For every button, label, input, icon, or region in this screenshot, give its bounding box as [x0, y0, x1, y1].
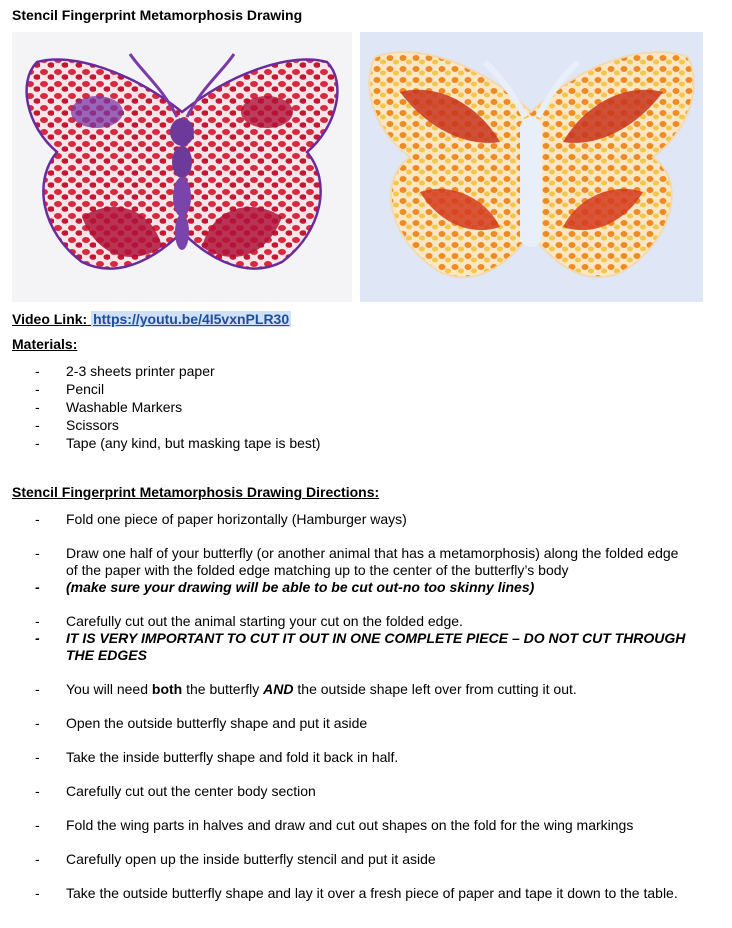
list-item: - Fold one piece of paper horizontally (Hamburger ways) [0, 511, 686, 528]
list-item: - Take the inside butterfly shape and fold it back in half. [0, 749, 686, 766]
list-item: - 2-3 sheets printer paper [0, 363, 686, 381]
directions-list [0, 511, 686, 902]
video-link-label: Video Link: [12, 311, 88, 327]
list-item: - IT IS VERY IMPORTANT TO CUT IT OUT IN ONE COMPLETE PIECE – DO NOT CUT THROUGH THE EDGES [0, 630, 686, 664]
list-item: - Open the outside butterfly shape and put it aside [0, 715, 686, 732]
list-item: - Washable Markers [0, 399, 686, 417]
list-item: - Draw one half of your butterfly (or another animal that has a metamorphosis) along the folded edge of the paper with the folded edge matching up to the center of the butterfly’s body [0, 545, 686, 579]
step4-text-e: the outside shape left over from cutting it out. [293, 681, 577, 697]
list-item: - Carefully cut out the center body section [0, 783, 686, 800]
directions-heading: Stencil Fingerprint Metamorphosis Drawing Directions: [12, 484, 380, 500]
list-item: - Take the outside butterfly shape and lay it over a fresh piece of paper and tape it down to the table. [0, 885, 686, 902]
video-link-url[interactable]: https://youtu.be/4I5vxnPLR30 [93, 311, 290, 327]
list-item: - Carefully cut out the animal starting your cut on the folded edge. [0, 613, 686, 630]
page-title: Stencil Fingerprint Metamorphosis Drawing [12, 7, 303, 23]
step4-text-and: AND [263, 681, 294, 697]
step4-text-c: the butterfly [182, 681, 264, 697]
list-item: - Carefully open up the inside butterfly stencil and put it aside [0, 851, 686, 868]
list-item: - Fold the wing parts in halves and draw and cut out shapes on the fold for the wing markings [0, 817, 686, 834]
butterfly-artwork-orange-yellow [360, 32, 703, 302]
list-item: - (make sure your drawing will be able to be cut out-no too skinny lines) [0, 579, 686, 596]
butterfly-artwork-red-purple [12, 32, 352, 302]
materials-list [0, 363, 686, 453]
video-link-line [12, 311, 291, 327]
list-item [0, 681, 686, 698]
step4-text-both: both [151, 681, 183, 697]
step4-text-a: You will need [66, 681, 152, 697]
list-item: - Pencil [0, 381, 686, 399]
materials-heading: Materials: [12, 336, 78, 352]
list-item: - Scissors [0, 417, 686, 435]
list-item: - Tape (any kind, but masking tape is best) [0, 435, 686, 453]
